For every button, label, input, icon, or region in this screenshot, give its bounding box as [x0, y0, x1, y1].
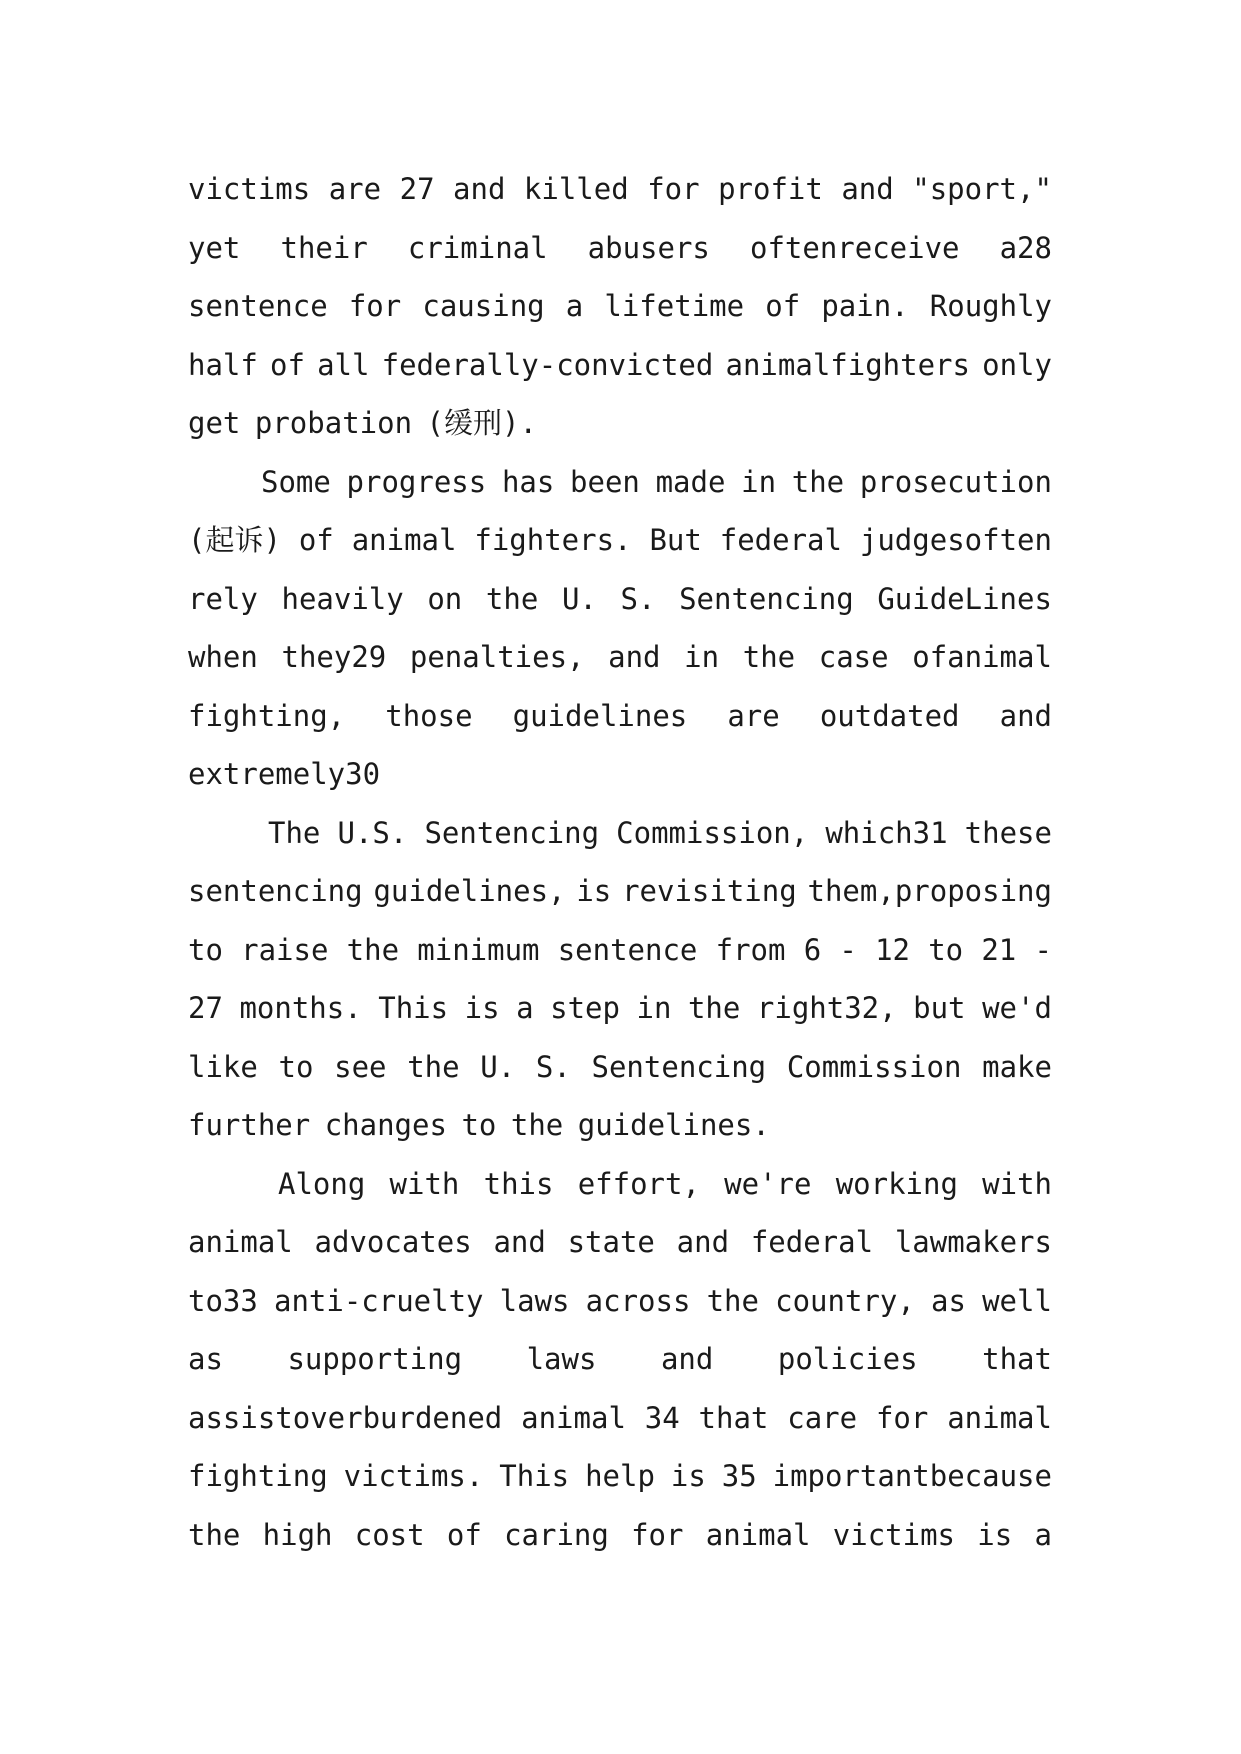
word: country, [775, 1283, 915, 1318]
word: The [268, 815, 321, 850]
word: (起诉) [188, 523, 281, 557]
word: Commission, [616, 815, 809, 850]
word: effort, [577, 1166, 700, 1201]
word: in [636, 991, 672, 1025]
word: made [655, 464, 726, 499]
body-text [188, 160, 1052, 1564]
word: lawmakers [894, 1225, 1052, 1259]
word: they29 [281, 640, 387, 674]
word: which31 [825, 815, 948, 850]
text-line [188, 1447, 1052, 1506]
text-line [188, 1096, 1052, 1155]
text-line [188, 745, 1052, 804]
word: but [913, 991, 966, 1025]
word: killed [523, 172, 629, 206]
word: high [262, 1517, 333, 1552]
word: and [608, 640, 661, 674]
word: help [585, 1459, 655, 1493]
word: to [928, 932, 964, 967]
word: their [280, 230, 368, 265]
word: across [585, 1283, 691, 1318]
text-line [188, 921, 1052, 980]
word: sentence [557, 932, 698, 967]
word: U.S. [337, 815, 408, 850]
word: with [982, 1166, 1052, 1201]
word: state [567, 1225, 655, 1259]
word: policies [777, 1342, 918, 1376]
text-line [188, 1213, 1052, 1272]
word: U. [480, 1049, 516, 1084]
word: that [698, 1400, 769, 1435]
word: (缓刑). [426, 406, 537, 440]
word: outdated [819, 698, 960, 733]
word: we'd [982, 991, 1052, 1025]
word: the [188, 1517, 241, 1552]
word: make [982, 1049, 1052, 1084]
word: is [576, 874, 612, 908]
word: importantbecause [772, 1459, 1052, 1493]
word: Sentencing [591, 1049, 767, 1084]
word: the [346, 932, 400, 967]
word: and [453, 172, 506, 206]
word: S. [620, 581, 656, 616]
word: But [649, 523, 702, 557]
word: that [982, 1342, 1052, 1376]
word: is [464, 991, 500, 1025]
word: probation [254, 406, 413, 440]
word: and [676, 1225, 730, 1259]
word: sentencing [188, 874, 363, 908]
word: cost [354, 1517, 425, 1552]
word: been [570, 464, 640, 499]
word: lifetime [604, 289, 745, 323]
word: anti-cruelty [274, 1283, 484, 1318]
word: when [188, 640, 258, 674]
word: the [742, 640, 796, 674]
text-line [188, 219, 1052, 278]
text-line [188, 570, 1052, 629]
word: criminal [407, 230, 548, 265]
word: for [348, 289, 402, 323]
word: is [977, 1517, 1013, 1552]
word: the [791, 464, 845, 499]
text-line [188, 804, 1052, 863]
text-line [188, 1038, 1052, 1097]
text-line [188, 394, 1052, 453]
word: this [483, 1166, 554, 1201]
word: to [461, 1108, 497, 1142]
word: the [706, 1283, 759, 1318]
text-line [188, 628, 1052, 687]
word: is [670, 1459, 706, 1493]
word: guidelines [512, 698, 688, 733]
word: right32, [756, 991, 897, 1025]
word: federally-convicted [381, 347, 714, 382]
word: heavily [281, 581, 404, 616]
word: This [499, 1459, 570, 1493]
word: all [317, 347, 370, 382]
word: a [516, 991, 534, 1025]
word: we're [724, 1166, 812, 1201]
word: sentence [188, 289, 328, 323]
word: fighters. [474, 523, 632, 557]
text-line [188, 160, 1052, 219]
word: like [188, 1049, 258, 1084]
word: of [270, 347, 305, 382]
word: of [765, 289, 801, 323]
text-line [188, 1506, 1052, 1565]
word: Commission [786, 1049, 962, 1084]
word: penalties, [409, 640, 585, 674]
word: GuideLines [877, 581, 1052, 616]
word: animal [521, 1400, 626, 1435]
word: and [493, 1225, 546, 1259]
word: of [298, 523, 334, 557]
word: judgesoften [859, 523, 1052, 557]
word: rely [188, 581, 258, 616]
word: victims [188, 172, 311, 206]
word: with [389, 1166, 460, 1201]
word: these [964, 815, 1052, 850]
word: case [818, 640, 889, 674]
word: a28 [999, 230, 1052, 265]
word: assistoverburdened [188, 1400, 503, 1435]
word: of [446, 1517, 482, 1552]
text-line [188, 862, 1052, 921]
word: a [565, 289, 584, 323]
word: victims. [343, 1459, 484, 1493]
word: to [188, 932, 223, 967]
word: the [687, 991, 741, 1025]
word: in [684, 640, 720, 674]
word: victims [832, 1517, 955, 1552]
word: as [188, 1342, 223, 1376]
word: 6 [803, 932, 822, 967]
word: causing [422, 289, 545, 323]
word: Along [278, 1166, 366, 1201]
word: animal [947, 1400, 1052, 1435]
word: animalfighters [725, 347, 970, 382]
word: 21 [981, 932, 1017, 967]
word: are [727, 698, 780, 733]
word: months. [239, 991, 362, 1025]
word: and [841, 172, 894, 206]
word: working [835, 1166, 958, 1201]
word: a [1034, 1517, 1052, 1552]
word: Sentencing [679, 581, 854, 616]
word: and [660, 1342, 714, 1376]
word: for [647, 172, 700, 206]
word: are [328, 172, 382, 206]
text-line [188, 1272, 1052, 1331]
word: yet [188, 230, 241, 265]
word: changes [324, 1108, 447, 1142]
word: Some [261, 464, 331, 499]
word: animal [188, 1225, 293, 1259]
word: prosecution [859, 464, 1052, 499]
word: for [631, 1517, 684, 1552]
word: fighting [188, 1459, 328, 1493]
word: abusers [587, 230, 710, 265]
word: has [501, 464, 555, 499]
word: U. [561, 581, 597, 616]
word: fighting, [188, 698, 346, 733]
word: and [999, 698, 1052, 733]
word: the [407, 1049, 460, 1084]
word: laws [499, 1283, 570, 1318]
word: profit [718, 172, 823, 206]
word: - [839, 932, 857, 967]
text-line [188, 1330, 1052, 1389]
word: 12 [875, 932, 910, 967]
text-line [188, 687, 1052, 746]
text-line [188, 336, 1052, 395]
text-line [188, 979, 1052, 1038]
text-line [188, 1389, 1052, 1448]
word: guidelines, [373, 874, 566, 908]
word: care [787, 1400, 858, 1435]
word: on [427, 581, 463, 616]
word: from [715, 932, 786, 967]
text-line [188, 1155, 1052, 1214]
word: for [875, 1400, 929, 1435]
word: them,proposing [807, 874, 1052, 908]
text-line [188, 511, 1052, 570]
word: 27 [399, 172, 435, 206]
word: raise [241, 932, 329, 967]
word: get [188, 406, 241, 440]
word: 35 [721, 1459, 757, 1493]
word: in [741, 464, 777, 499]
word: the [485, 581, 539, 616]
word: advocates [314, 1225, 472, 1259]
word: This [378, 991, 449, 1025]
word: ofanimal [912, 640, 1052, 674]
word: revisiting [622, 874, 797, 908]
word: S. [535, 1049, 571, 1084]
word: animal [705, 1517, 811, 1552]
word: as [930, 1283, 966, 1318]
word: minimum [417, 932, 540, 967]
word: animal [351, 523, 457, 557]
word: - [1034, 932, 1052, 967]
word: pain. [821, 289, 909, 323]
word: extremely30 [188, 757, 381, 791]
word: step [550, 991, 620, 1025]
word: 34 [644, 1400, 680, 1435]
word: Roughly [929, 289, 1052, 323]
word: 27 [188, 991, 223, 1025]
word: those [385, 698, 473, 733]
word: the [510, 1108, 564, 1142]
word: supporting [287, 1342, 463, 1376]
word: well [982, 1283, 1052, 1318]
word: oftenreceive [749, 230, 960, 265]
word: progress [346, 464, 487, 499]
word: caring [504, 1517, 609, 1552]
text-line [188, 453, 1052, 512]
word: laws [526, 1342, 597, 1376]
word: Sentencing [424, 815, 600, 850]
word: guidelines. [577, 1108, 770, 1142]
word: federal [719, 523, 842, 557]
word: "sport," [912, 172, 1052, 206]
word: to33 [188, 1283, 258, 1318]
word: half [188, 347, 258, 382]
word: only [982, 347, 1052, 382]
word: to [278, 1049, 314, 1084]
word: further [188, 1108, 311, 1142]
word: see [334, 1049, 387, 1084]
word: federal [750, 1225, 874, 1259]
text-line [188, 277, 1052, 336]
